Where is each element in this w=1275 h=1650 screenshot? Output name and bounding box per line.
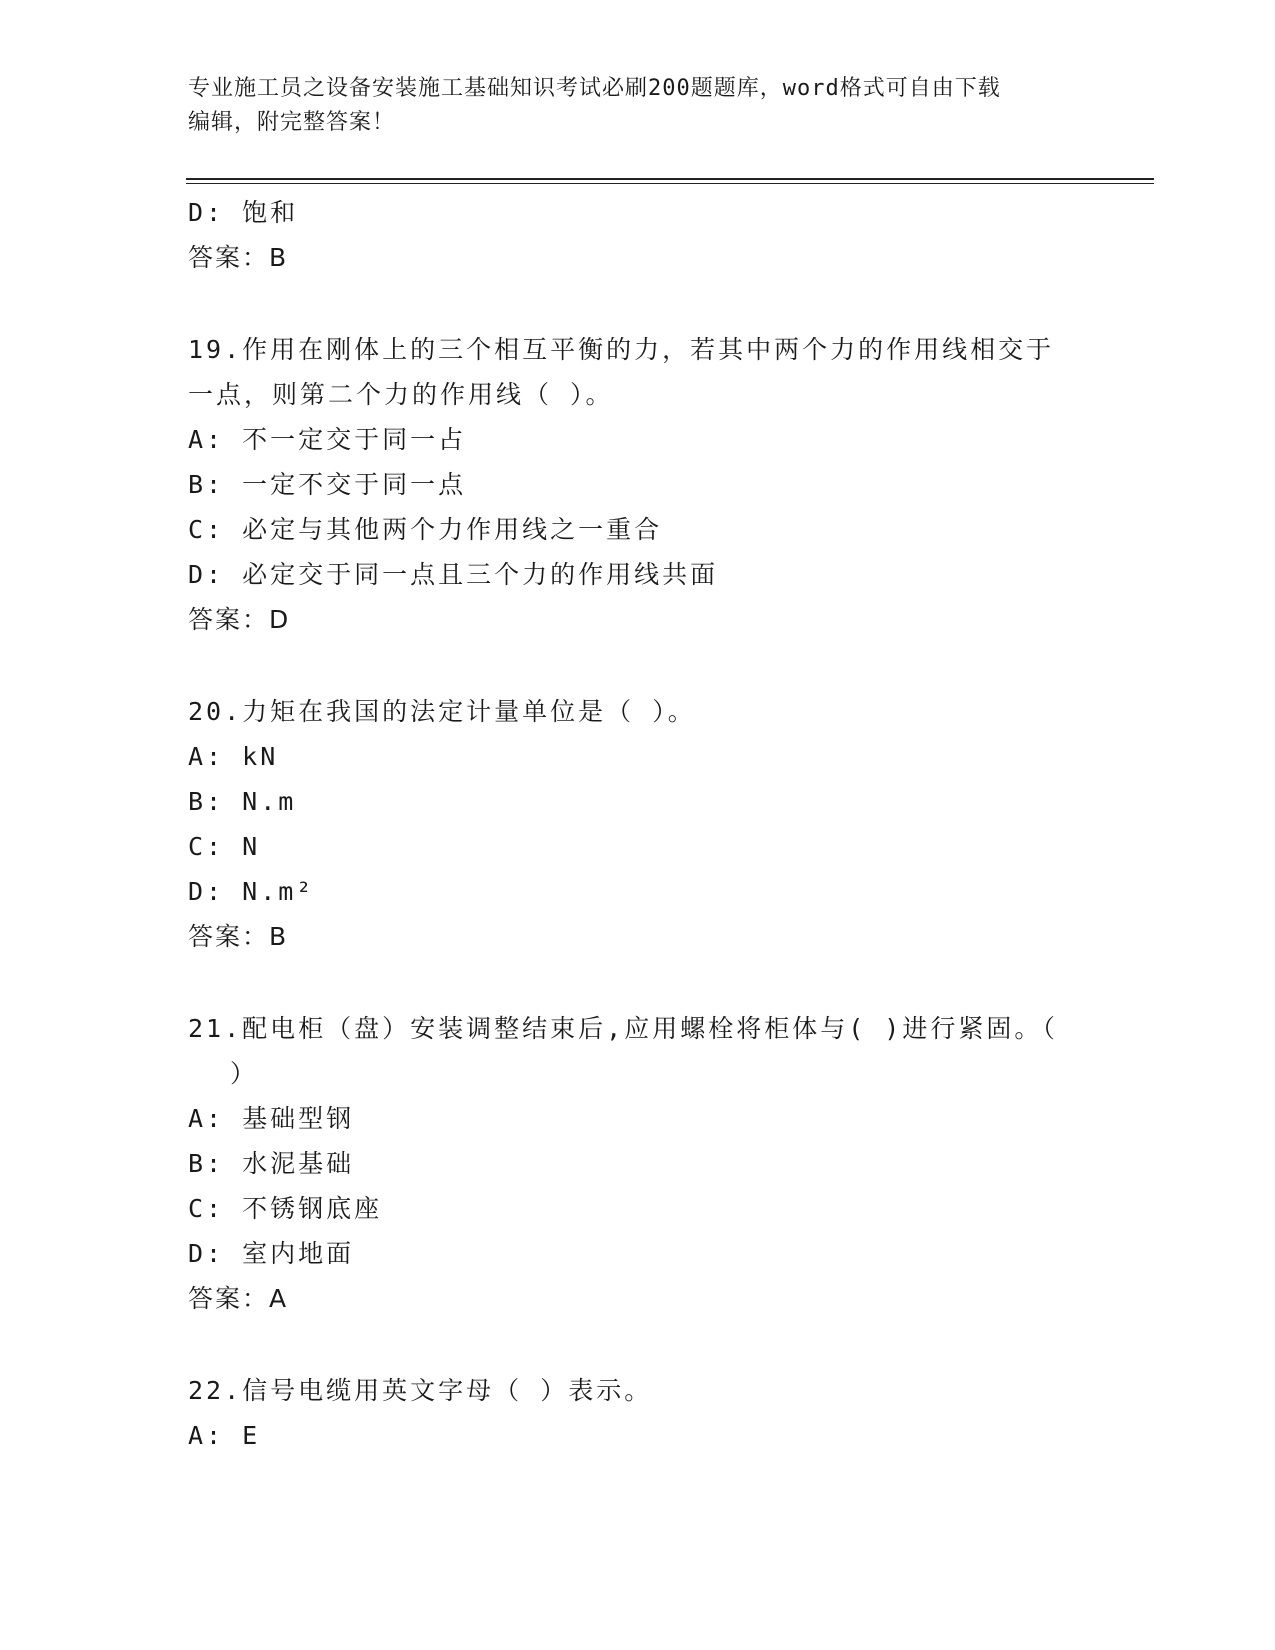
option-a: A: E: [188, 1421, 261, 1450]
header-line-2: 编辑，附完整答案！: [188, 110, 396, 135]
answer-line: 答案：A: [188, 1284, 289, 1313]
question-21: [188, 1006, 1088, 1321]
option-d: D: 室内地面: [188, 1239, 355, 1268]
option-d: D: 必定交于同一点且三个力的作用线共面: [188, 560, 719, 589]
question-text-cont: ）: [230, 1059, 259, 1088]
option-a: A: kN: [188, 742, 279, 771]
question-text: 22.信号电缆用英文字母（ ）表示。: [188, 1376, 653, 1405]
question-text-cont: 一点，则第二个力的作用线（ ）。: [188, 380, 614, 409]
question-22: [188, 1368, 1088, 1458]
answer-line: 答案：B: [188, 922, 289, 951]
question-text: 20.力矩在我国的法定计量单位是（ ）。: [188, 697, 696, 726]
question-19: [188, 327, 1088, 642]
question-20: [188, 689, 1088, 959]
question-text: 19.作用在刚体上的三个相互平衡的力，若其中两个力的作用线相交于: [188, 335, 1055, 364]
option-b: B: 水泥基础: [188, 1149, 355, 1178]
question-list: [188, 190, 1088, 1458]
answer-line: 答案：B: [188, 243, 289, 272]
option-c: C: N: [188, 832, 261, 861]
option-d: D: N.m²: [188, 877, 315, 906]
answer-line: 答案：D: [188, 605, 291, 634]
option-c: C: 必定与其他两个力作用线之一重合: [188, 515, 663, 544]
question-18-tail: [188, 190, 1088, 280]
option-b: B: N.m: [188, 787, 297, 816]
header-line-1: 专业施工员之设备安装施工基础知识考试必刷200题题库，word格式可自由下载: [188, 76, 1001, 101]
document-header: [188, 72, 1088, 140]
header-divider: [186, 178, 1154, 180]
option-d: D: 饱和: [188, 198, 299, 227]
option-a: A: 不一定交于同一占: [188, 425, 467, 454]
question-text: 21.配电柜（盘）安装调整结束后,应用螺栓将柜体与( )进行紧固。（: [188, 1014, 1058, 1043]
option-b: B: 一定不交于同一点: [188, 470, 467, 499]
option-a: A: 基础型钢: [188, 1104, 355, 1133]
option-c: C: 不锈钢底座: [188, 1194, 383, 1223]
header-divider-thin: [186, 183, 1154, 184]
